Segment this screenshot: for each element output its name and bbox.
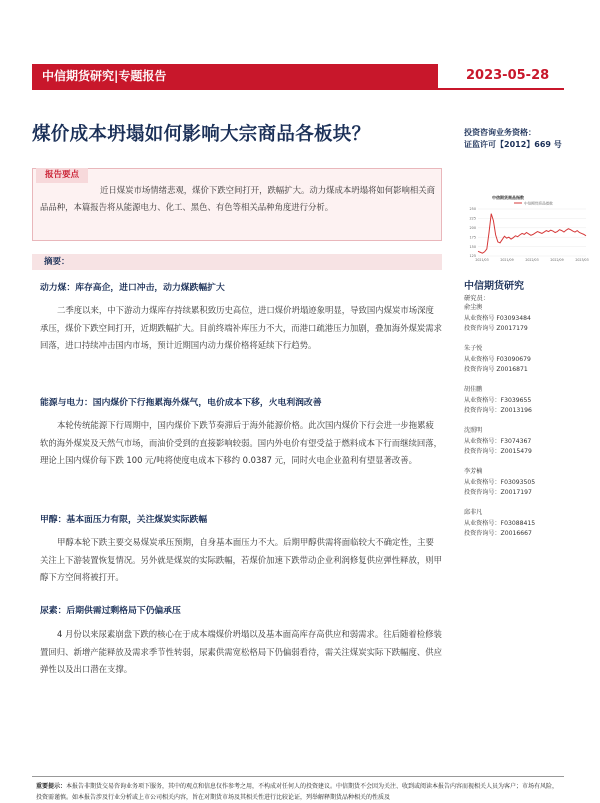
analyst-name: 朱子悦 [464, 345, 483, 352]
chart-svg [462, 192, 590, 270]
chart-legend-label: 中信期货商品指数 [524, 201, 553, 206]
analyst-cert: 从业资格号 F03090679 [464, 355, 531, 363]
y-tick-label: 150 [469, 244, 476, 249]
qualification-title: 投资咨询业务资格： [464, 128, 536, 137]
analyst-advisor: 投资咨询号：Z0013196 [464, 407, 532, 414]
analyst-entry [464, 344, 531, 376]
chart-title: 中信期货商品指数 [492, 195, 524, 200]
section-heading-urea: 尿素：后期供需过剩格局下仍偏承压 [40, 606, 181, 616]
section-body-methanol: 甲醇本轮下跌主要交易煤炭承压预期，自身基本面压力不大。后期甲醇供需将面临较大不确定性，主要关注上下游装置恢复情况。另外就是煤炭的实际跌幅，若煤价加速下跌带动企业利润修复供应弹性释放，则甲醇下方空间将被打开。 [40, 537, 442, 583]
summary-label: 摘要： [32, 254, 442, 270]
analyst-cert: 从业资格号：F3074367 [464, 437, 532, 445]
y-tick-label: 250 [469, 207, 476, 212]
qualification-license: 证监许可【2012】669 号 [464, 140, 562, 149]
analyst-advisor: 投资咨询号：Z0015479 [464, 448, 532, 455]
x-tick-label: 2022/09 [550, 258, 564, 262]
analyst-name: 俞尘澳 [464, 304, 483, 311]
y-tick-label: 225 [469, 216, 476, 221]
commodity-index-chart [462, 192, 590, 270]
section-body-coal: 二季度以来，中下游动力煤库存持续累积致历史高位，进口煤价坍塌迹象明显，导致国内煤炭市场深度承压，煤价下跌空间打开，近期跌幅扩大。目前终端补库压力不大，而港口疏港压力加剧，叠加海外煤炭需求回落，进口持续冲击国内市场，预计近期国内动力煤价格将延续下行趋势。 [40, 305, 442, 351]
analyst-name: 胡佳鹏 [464, 386, 483, 393]
section-heading-energy: 能源与电力：国内煤价下行拖累海外煤气，电价成本下移，火电利润改善 [40, 398, 322, 408]
analyst-entry [464, 303, 531, 335]
sidebar-brand-name: 中信期货研究 [464, 281, 524, 292]
x-tick-label: 2022/03 [525, 258, 539, 262]
footer-rule [32, 776, 564, 777]
analyst-advisor: 投资咨询号 Z0017179 [464, 325, 528, 332]
analyst-advisor: 投资咨询号 Z0016871 [464, 366, 528, 373]
analyst-advisor: 投资咨询号：Z0016667 [464, 530, 532, 537]
x-tick-label: 2023/03 [575, 258, 589, 262]
analyst-entry [464, 385, 532, 417]
y-tick-label: 200 [469, 226, 476, 230]
analyst-name: 邱非凡 [464, 509, 483, 516]
analysts-label: 研究员： [464, 295, 490, 302]
header-rule [32, 88, 564, 90]
analyst-entry [464, 426, 532, 458]
x-tick-label: 2021/03 [475, 258, 489, 262]
key-points-tag: 报告要点 [36, 168, 88, 183]
section-heading-coal: 动力煤：库存高企，进口冲击，动力煤跌幅扩大 [40, 283, 225, 293]
analyst-cert: 从业资格号：F3039655 [464, 396, 532, 404]
analyst-name: 李芳楠 [464, 468, 483, 475]
analyst-cert: 从业资格号：F03093505 [464, 478, 536, 486]
footer-lead: 重要提示： [36, 783, 67, 790]
analyst-name: 沈照明 [464, 427, 483, 434]
section-heading-methanol: 甲醇：基本面压力有限，关注煤炭实际跌幅 [40, 515, 208, 525]
y-tick-label: 125 [469, 254, 476, 259]
y-tick-label: 175 [469, 235, 476, 240]
analyst-entry [464, 508, 535, 540]
analyst-entry [464, 467, 535, 499]
report-title: 煤价成本坍塌如何影响大宗商品各板块？ [32, 124, 371, 145]
report-date: 2023-05-28 [466, 68, 550, 83]
key-points-text: 近日煤炭市场情绪悲观，煤价下跌空间打开，跌幅扩大。动力煤成本坍塌将如何影响相关商品品种，本篇报告将从能源电力、化工、黑色、有色等相关品种角度进行分析。 [40, 185, 435, 212]
x-tick-label: 2021/09 [500, 258, 514, 262]
footer-text: 本报告非期货交易咨询业务项下服务，其中的观点和信息仅作参考之用，不构成对任何人的投资建议。中信期货不会因为关注、收到或阅读本报告内容而视相关人员为客户；市场有风险，投资需谨慎。如本报告涉及行业分析或上市公司相关内容，旨在对期货市场及其相关性进行比较论证，列举解释期货品种相关的性质及 [36, 783, 559, 801]
analyst-cert: 从业资格号 F03093484 [464, 314, 531, 322]
section-body-urea: 4 月份以来尿素崩盘下跌的核心在于成本端煤价坍塌以及基本面高库存高供应和弱需求。往后随着检修装置回归、新增产能释放及需求季节性转弱，尿素供需宽松格局下仍偏弱看待，需关注煤炭实际下跌幅度、供应弹性以及出口潜在支撑。 [40, 629, 442, 675]
brand-bar: 中信期货研究|专题报告 [32, 64, 438, 88]
analyst-cert: 从业资格号：F03088415 [464, 519, 536, 527]
series-line-commodity-index [478, 214, 586, 253]
analyst-advisor: 投资咨询号：Z0017197 [464, 489, 532, 496]
section-body-energy: 本轮传统能源下行周期中，国内煤价下跌节奏滞后于海外能源价格。此次国内煤价下行会进一步拖累疲软的海外煤炭及天然气市场，而油价受到的直接影响较弱。国内外电价有望受益于燃料成本下行而继续回落，理论上国内煤价每下跌 100 元/吨将使度电成本下移约 0.0387 元，同时火电企业盈利有望显著改善。 [40, 420, 442, 466]
